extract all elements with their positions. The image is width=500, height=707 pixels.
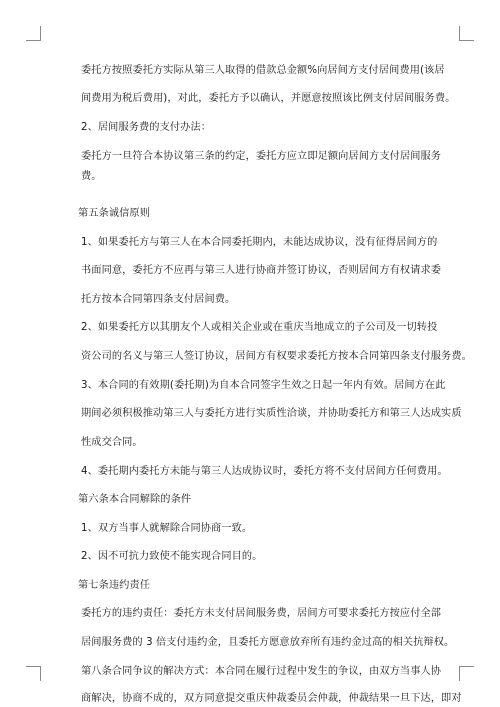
paragraph-line: 2、居间服务费的支付办法： [81, 122, 212, 133]
paragraph-line: 4、委托期内委托方未能与第三人达成协议时，委托方将不支付居间方任何费用。 [81, 466, 448, 477]
section-heading: 第六条本合同解除的条件 [78, 494, 192, 505]
paragraph-line: 居间服务费的 3 倍支付违约金，且委托方愿意放弃所有违约金过高的相关抗辩权。 [81, 637, 455, 648]
paragraph-line: 书面同意，委托方不应再与第三人进行协商并签订协议，否则居间方有权请求委 [81, 265, 442, 276]
paragraph-line: 2、如果委托方以其朋友个人或相关企业或在重庆当地成立的子公司及一切转投 [81, 322, 438, 333]
paragraph-line: 托方按本合同第四条支付居间费。 [81, 294, 236, 305]
paragraph-line: 委托方一旦符合本协议第三条的约定，委托方应立即足额向居间方支付居间服务 [81, 151, 442, 162]
paragraph-line: 期间必须积极推动第三人与委托方进行实质性洽谈，并协助委托方和第三人达成实质 [81, 408, 462, 419]
section-heading: 第五条诚信原则 [78, 208, 151, 219]
paragraph-line: 资公司的名义与第三人签订协议，居间方有权要求委托方按本合同第四条支付服务费。 [81, 351, 472, 362]
paragraph-line: 2、因不可抗力致使不能实现合同目的。 [81, 551, 263, 562]
paragraph-line: 第八条合同争议的解决方式：本合同在履行过程中发生的争议，由双方当事人协 [81, 666, 442, 677]
section-heading: 第七条违约责任 [78, 580, 151, 591]
paragraph-line: 间费用为税后费用)，对此，委托方予以确认，并愿意按照该比例支付居间服务费。 [81, 93, 456, 104]
paragraph-line: 1、如果委托方与第三人在本合同委托期内，未能达成协议，没有征得居间方的 [81, 237, 438, 248]
paragraph-line: 委托方的违约责任：委托方未支付居间服务费，居间方可要求委托方按应付全部 [81, 608, 442, 619]
paragraph-line: 1、双方当事人就解除合同协商一致。 [81, 523, 253, 534]
paragraph-line: 3、本合同的有效期(委托期)为自本合同签字生效之日起一年内有效。居间方在此 [81, 380, 446, 391]
paragraph-line: 性成交合同。 [81, 437, 143, 448]
paragraph-line: 委托方按照委托方实际从第三人取得的借款总金额%向居间方支付居间费用(该居 [81, 65, 445, 76]
paragraph-line: 费。 [81, 171, 102, 182]
paragraph-line: 商解决，协商不成的，双方同意提交重庆仲裁委员会仲裁，仲裁结果一旦下达，即对 [81, 693, 462, 704]
